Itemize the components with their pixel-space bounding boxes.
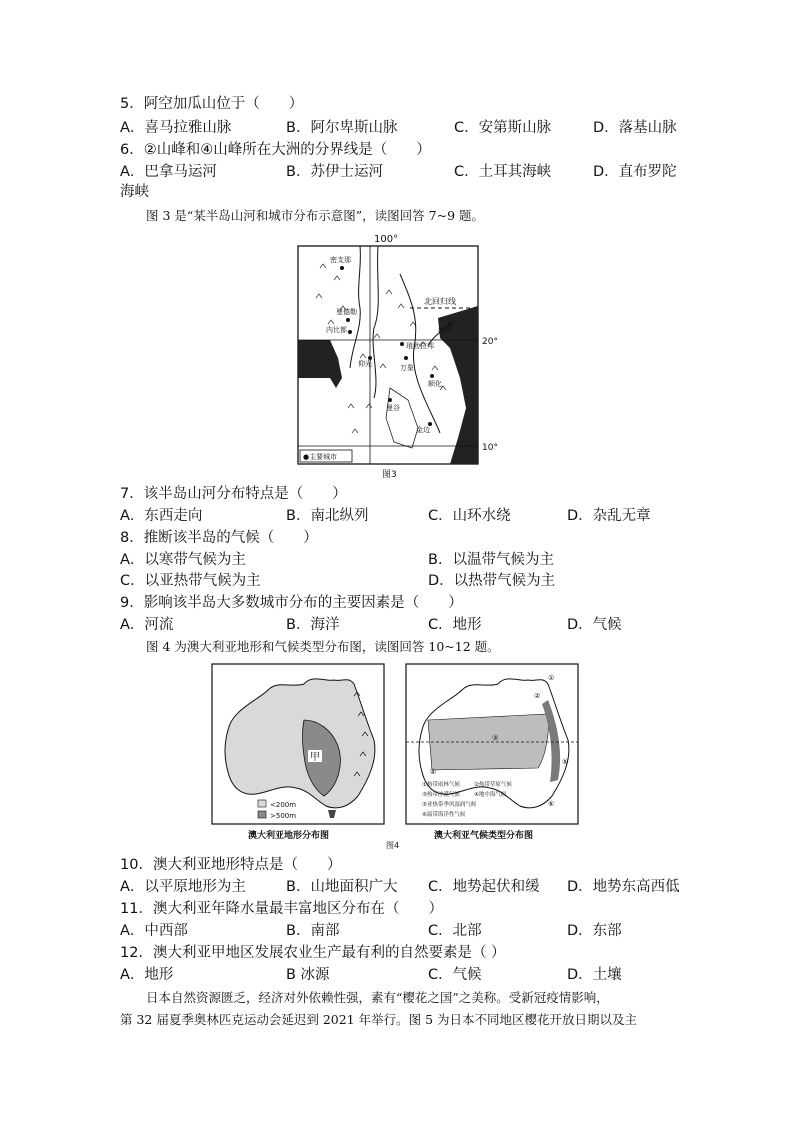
fig5-intro-line1: 日本自然资源匮乏，经济对外依赖性强，素有“樱花之国”之美称。受新冠疫情影响， xyxy=(146,990,609,1005)
q7-option-a[interactable]: A．东西走向 xyxy=(120,508,203,524)
q7-stem: 7．该半岛山河分布特点是（ ） xyxy=(120,486,347,502)
fig4-climate-num: ⑥ xyxy=(548,800,555,808)
q11-option-c[interactable]: C．北部 xyxy=(428,923,482,939)
q7-option-c[interactable]: C．山环水绕 xyxy=(428,508,511,524)
fig3-city-label: 万象 xyxy=(400,364,414,372)
q10-stem: 10．澳大利亚地形特点是（ ） xyxy=(120,857,342,873)
fig4-jia-label: 甲 xyxy=(310,752,320,763)
q10-option-a[interactable]: A．以平原地形为主 xyxy=(120,879,246,895)
q9-stem: 9．影响该半岛大多数城市分布的主要因素是（ ） xyxy=(120,595,463,611)
q5-option-c[interactable]: C．安第斯山脉 xyxy=(454,120,552,136)
fig4-legend-low: <200m xyxy=(270,801,297,809)
fig4-climate-legend-item: ③热带沙漠气候 xyxy=(422,792,460,798)
fig4-climate-legend-item: ①热带雨林气候 xyxy=(422,782,460,788)
q12-stem: 12．澳大利亚甲地区发展农业生产最有利的自然要素是（ ） xyxy=(120,945,506,961)
fig4-intro: 图 4 为澳大利亚地形和气候类型分布图，读图回答 10~12 题。 xyxy=(146,639,500,654)
q5-option-a[interactable]: A．喜马拉雅山脉 xyxy=(120,120,232,136)
q8-stem: 8．推断该半岛的气候（ ） xyxy=(120,530,318,546)
fig3-city-label: 仰光 xyxy=(358,360,372,368)
q12-option-a[interactable]: A．地形 xyxy=(120,967,174,983)
q6-option-a[interactable]: A．巴拿马运河 xyxy=(120,164,217,180)
q8-option-b[interactable]: B．以温带气候为主 xyxy=(428,552,554,568)
q11-option-b[interactable]: B．南部 xyxy=(286,923,340,939)
fig3-map xyxy=(290,228,498,480)
q6-option-c[interactable]: C．土耳其海峡 xyxy=(454,164,552,180)
fig3-tropic-label: 北回归线 xyxy=(424,297,456,306)
q6-option-d-cont: 海峡 xyxy=(120,184,149,200)
fig3-intro: 图 3 是“某半岛山河和城市分布示意图”，读图回答 7~9 题。 xyxy=(146,208,485,223)
q9-option-a[interactable]: A．河流 xyxy=(120,617,174,633)
fig4-climate-legend-item: ②热带草原气候 xyxy=(474,782,512,788)
fig5-intro-line2: 第 32 届夏季奥林匹克运动会延迟到 2021 年举行。图 5 为日本不同地区樱花开放日期以及主 xyxy=(120,1012,638,1027)
q6-stem: 6．②山峰和④山峰所在大洲的分界线是（ ） xyxy=(120,142,431,158)
fig3-caption: 图3 xyxy=(382,470,397,480)
fig3-city-label: 金边 xyxy=(416,426,430,434)
fig3-city-label: 曼德勒 xyxy=(336,308,357,316)
fig3-city-label: 密支那 xyxy=(330,256,351,264)
fig4-climate-legend-item: ④地中海气候 xyxy=(474,792,507,798)
q6-option-d[interactable]: D．直布罗陀 xyxy=(593,164,677,180)
q5-stem: 5．阿空加瓜山位于（ ） xyxy=(120,96,304,112)
fig4-climate-num: ② xyxy=(534,692,541,700)
fig3-lat10-label: 10° xyxy=(482,443,498,453)
fig4-climate-legend-item: ⑥温带海洋性气候 xyxy=(422,812,466,818)
fig3-city-label: 河内 xyxy=(438,326,452,334)
q12-option-c[interactable]: C．气候 xyxy=(428,967,482,983)
q5-option-d[interactable]: D．落基山脉 xyxy=(593,120,677,136)
q6-option-b[interactable]: B．苏伊士运河 xyxy=(286,164,383,180)
q10-option-c[interactable]: C．地势起伏和缓 xyxy=(428,879,540,895)
fig4-maps xyxy=(208,660,582,850)
q12-option-d[interactable]: D．土壤 xyxy=(567,967,622,983)
fig4-climate-num: ③ xyxy=(492,734,499,742)
fig4-caption: 图4 xyxy=(386,841,400,850)
fig3-lat20-label: 20° xyxy=(482,337,498,347)
fig4-climate-num: ④ xyxy=(430,768,437,776)
q10-option-d[interactable]: D．地势东高西低 xyxy=(567,879,680,895)
fig3-lon-label: 100° xyxy=(374,234,399,245)
q9-option-c[interactable]: C．地形 xyxy=(428,617,482,633)
fig3-city-label: 琅勃拉邦 xyxy=(406,342,434,350)
q11-option-a[interactable]: A．中西部 xyxy=(120,923,188,939)
fig3-city-label: 内比都 xyxy=(326,326,347,334)
q10-option-b[interactable]: B．山地面积广大 xyxy=(286,879,398,895)
fig3-city-label: 顺化 xyxy=(428,380,442,388)
q8-option-a[interactable]: A．以寒带气候为主 xyxy=(120,552,246,568)
fig4-legend-high: >500m xyxy=(270,812,297,820)
q11-option-d[interactable]: D．东部 xyxy=(567,923,622,939)
q9-option-b[interactable]: B．海洋 xyxy=(286,617,340,633)
q9-option-d[interactable]: D．气候 xyxy=(567,617,622,633)
q8-option-c[interactable]: C．以亚热带气候为主 xyxy=(120,573,261,589)
fig3-city-label: 曼谷 xyxy=(386,404,400,412)
q8-option-d[interactable]: D．以热带气候为主 xyxy=(428,573,556,589)
fig4-climate-num: ⑤ xyxy=(562,758,569,766)
q7-option-b[interactable]: B．南北纵列 xyxy=(286,508,369,524)
fig4-left-title: 澳大利亚地形分布图 xyxy=(248,831,330,841)
q5-option-b[interactable]: B．阿尔卑斯山脉 xyxy=(286,120,398,136)
fig4-climate-legend-item: ⑤亚热带季风湿润气候 xyxy=(422,802,477,808)
q11-stem: 11．澳大利亚年降水量最丰富地区分布在（ ） xyxy=(120,901,443,917)
fig4-climate-num: ① xyxy=(548,674,555,682)
fig3-legend: ●主要城市 xyxy=(303,453,338,461)
q12-option-b[interactable]: B 冰源 xyxy=(286,967,330,983)
fig4-right-title: 澳大利亚气候类型分布图 xyxy=(434,831,534,841)
q7-option-d[interactable]: D．杂乱无章 xyxy=(567,508,651,524)
